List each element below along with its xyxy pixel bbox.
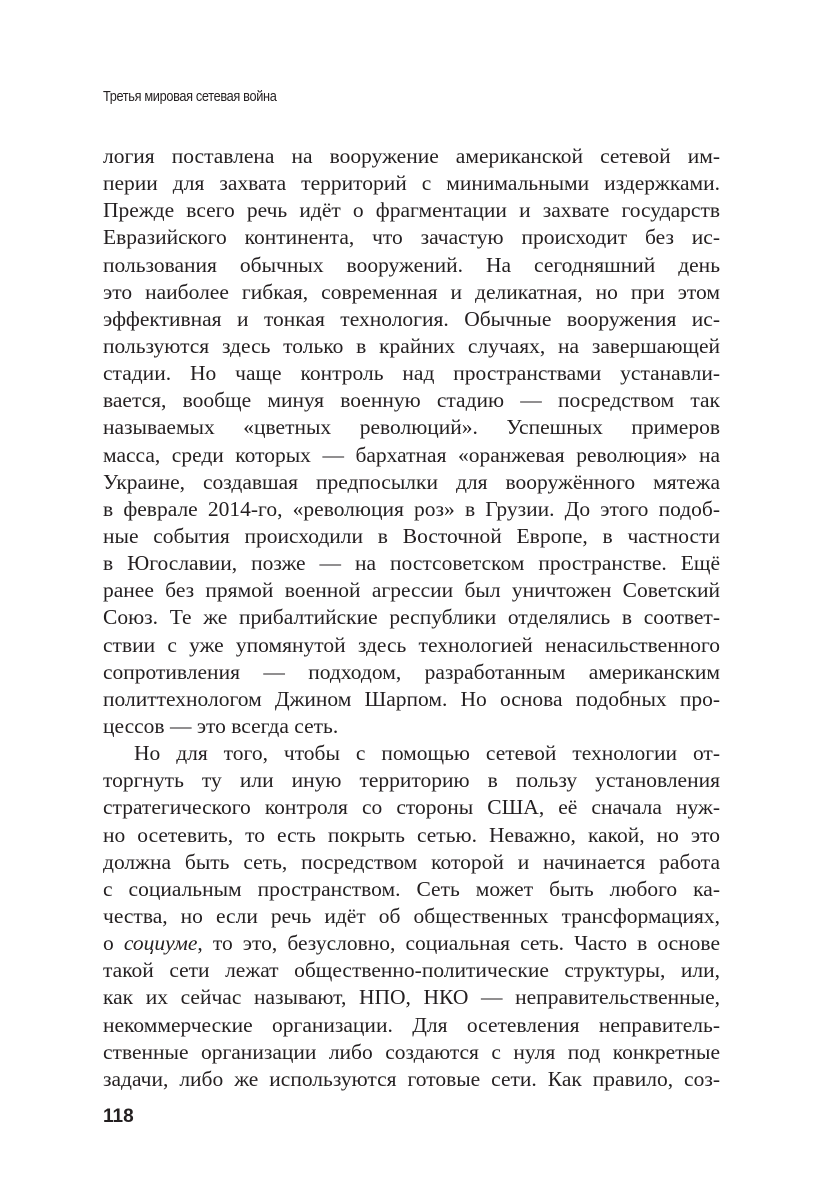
text-line: с социальным пространством. Сеть может быть любого ка- <box>103 876 720 901</box>
text-line: цессов — это всегда сеть. <box>103 713 339 738</box>
paragraph-1 <box>103 143 720 740</box>
text-line: сопротивления — подходом, разработанным американским <box>103 659 720 684</box>
text-line: задачи, либо же используются готовые сети. Как правило, соз- <box>103 1066 720 1091</box>
text-line: это наиболее гибкая, современная и деликатная, но при этом <box>103 279 720 304</box>
text-line: Евразийского континента, что зачастую происходит без ис- <box>103 225 720 250</box>
italic-term: социуме <box>123 931 198 956</box>
text-line: некоммерческие организации. Для осетевления неправитель- <box>103 1012 720 1037</box>
text-line: масса, среди которых — бархатная «оранжевая революция» на <box>103 442 720 467</box>
text-line: вается, вообще минуя военную стадию — посредством так <box>103 388 720 413</box>
body-text <box>103 143 720 1093</box>
text-line: стратегического контроля со стороны США, её сначала нуж- <box>103 795 720 820</box>
text-line: торгнуть ту или иную территорию в пользу установления <box>103 768 720 793</box>
text-line: в Югославии, позже — на постсоветском пространстве. Ещё <box>103 551 720 576</box>
text-line-with-italic <box>103 930 720 957</box>
text-fragment: , то это, безусловно, социальная сеть. Часто в основе <box>197 931 720 956</box>
text-line: Союз. Те же прибалтийские республики отделялись в соответ- <box>103 605 720 630</box>
running-head: Третья мировая сетевая война <box>103 88 277 105</box>
text-line: перии для захвата территорий с минимальными издержками. <box>103 171 720 196</box>
text-line: логия поставлена на вооружение американской сетевой им- <box>103 144 720 168</box>
text-line: ственные организации либо создаются с нуля под конкретные <box>103 1039 720 1064</box>
text-line: должна быть сеть, посредством которой и начинается работа <box>103 849 720 874</box>
text-line: но осетевить, то есть покрыть сетью. Неважно, какой, но это <box>103 822 720 847</box>
text-line: политтехнологом Джином Шарпом. Но основа подобных про- <box>103 686 720 711</box>
text-line: такой сети лежат общественно-политические структуры, или, <box>103 958 720 983</box>
text-line: пользуются здесь только в крайних случаях, на завершающей <box>103 333 720 358</box>
text-line: как их сейчас называют, НПО, НКО — неправительственные, <box>103 985 720 1010</box>
page-number: 118 <box>103 1106 134 1127</box>
text-line: Прежде всего речь идёт о фрагментации и захвате государств <box>103 198 720 223</box>
text-line: Украине, создавшая предпосылки для вооружённого мятежа <box>103 469 720 494</box>
text-line: ные события происходили в Восточной Европе, в частности <box>103 523 720 548</box>
text-line: ранее без прямой военной агрессии был уничтожен Советский <box>103 578 720 603</box>
text-line: стадии. Но чаще контроль над пространствами устанавли- <box>103 361 720 386</box>
text-line: Но для того, чтобы с помощью сетевой технологии от- <box>134 741 720 766</box>
text-line: в феврале 2014-го, «революция роз» в Грузии. До этого подоб- <box>103 496 720 521</box>
text-line: ствии с уже упомянутой здесь технологией ненасильственного <box>103 632 720 657</box>
text-line: пользования обычных вооружений. На сегодняшний день <box>103 252 720 277</box>
text-fragment: о <box>103 931 124 956</box>
paragraph-2 <box>103 740 720 1093</box>
text-line: эффективная и тонкая технология. Обычные вооружения ис- <box>103 306 720 331</box>
text-line: чества, но если речь идёт об общественных трансформациях, <box>103 903 720 928</box>
text-line: называемых «цветных революций». Успешных примеров <box>103 415 720 440</box>
